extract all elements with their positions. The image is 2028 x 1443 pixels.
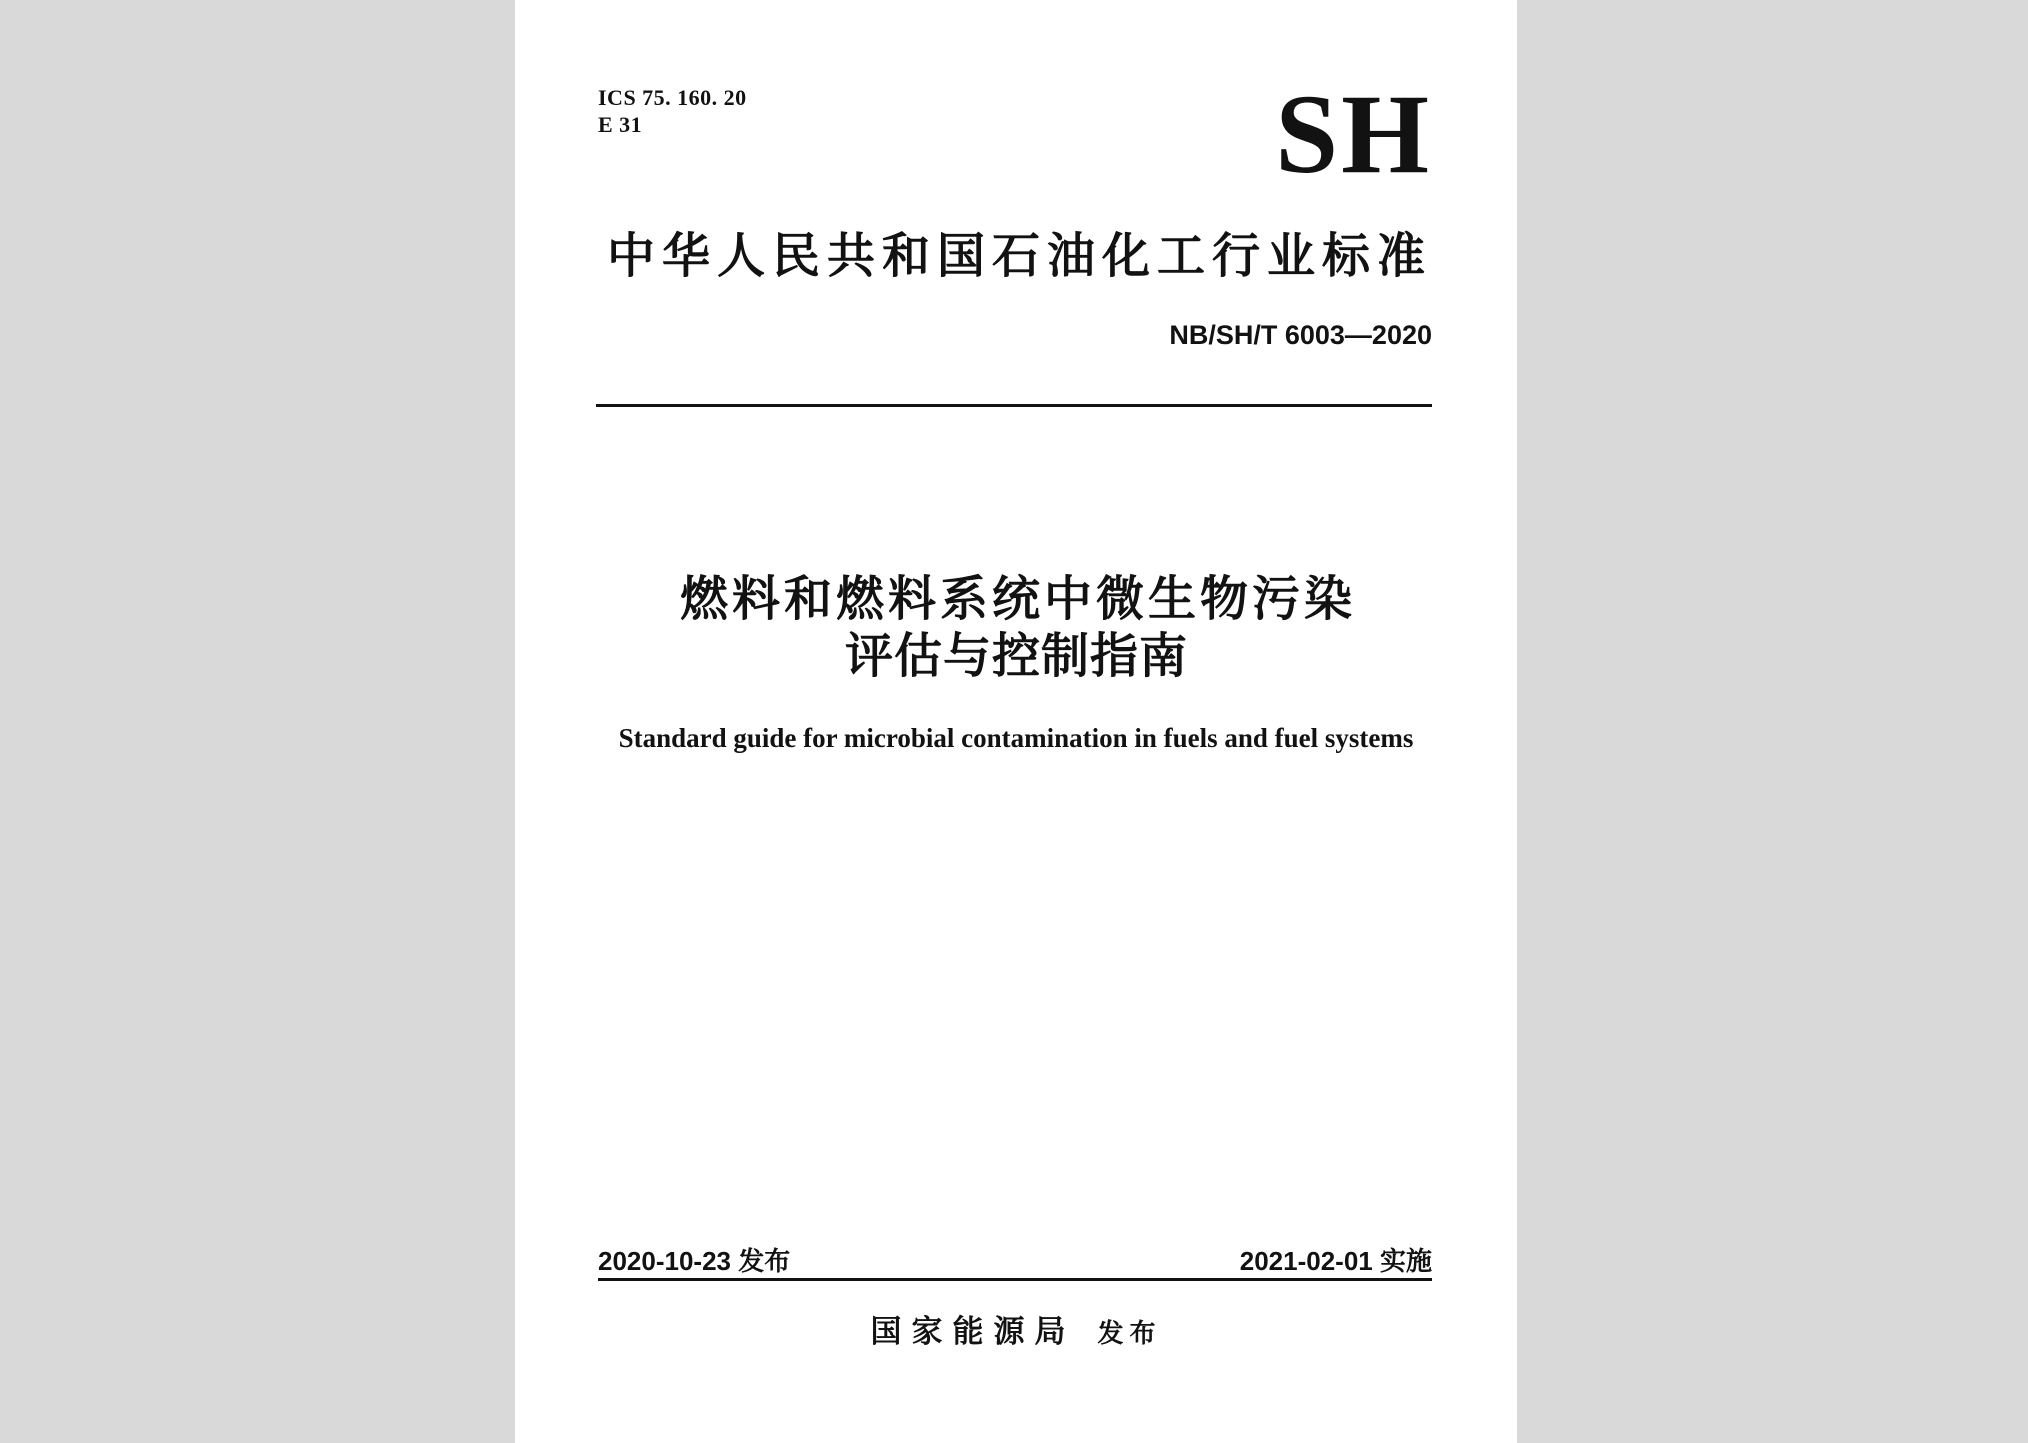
issue-label: 发布 <box>1097 1318 1162 1348</box>
header-divider-line <box>596 404 1432 407</box>
document-title-line2: 评估与控制指南 <box>844 630 1188 683</box>
standard-category-title: 中华人民共和国石油化工行业标准 <box>606 230 1432 283</box>
sh-logo: SH <box>1275 72 1432 197</box>
issuing-authority: 国家能源局 <box>870 1314 1076 1349</box>
implementation-date: 2021-02-01 实施 <box>1239 1246 1432 1276</box>
classification-code: E 31 <box>598 112 643 137</box>
document-title-line1: 燃料和燃料系统中微生物污染 <box>679 573 1356 626</box>
footer-divider-line <box>598 1278 1432 1281</box>
document-title-english: Standard guide for microbial contamination in fuels and fuel systems <box>618 723 1414 753</box>
standard-number: NB/SH/T 6003—2020 <box>1169 320 1432 350</box>
ics-code: ICS 75. 160. 20 <box>598 85 747 110</box>
issue-date: 2020-10-23 发布 <box>598 1246 791 1276</box>
dates-row <box>598 1247 1432 1276</box>
standard-cover-page <box>515 0 1517 1443</box>
publisher-row <box>515 1306 1517 1351</box>
ics-code-block <box>598 84 747 138</box>
